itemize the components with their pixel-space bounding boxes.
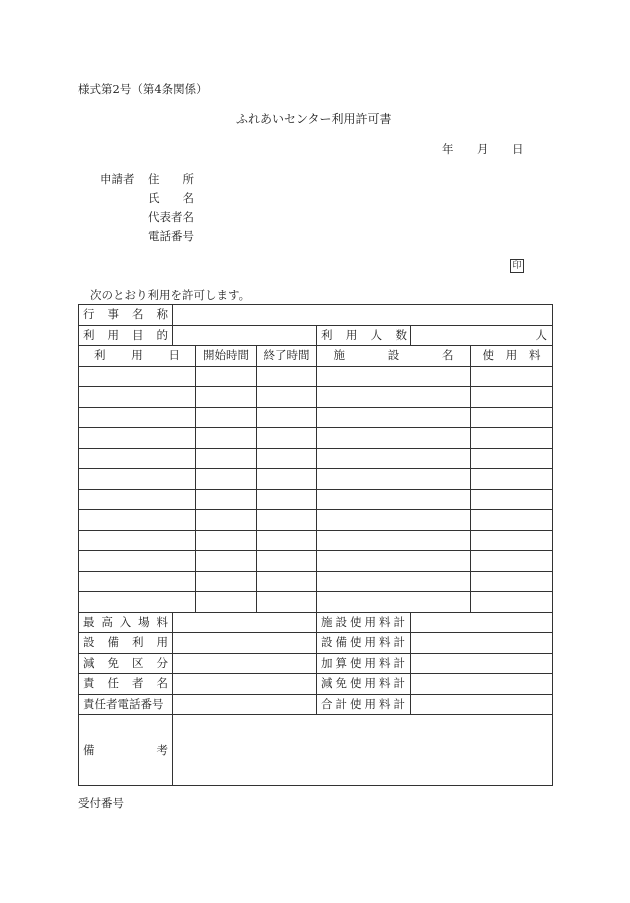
label-char: 施: [321, 614, 333, 629]
facility-name-cell[interactable]: [317, 428, 471, 449]
label-char: 減: [321, 676, 333, 691]
name-label: 氏 名: [148, 191, 194, 205]
max-admission-fee-value[interactable]: [173, 612, 317, 633]
usage-date-cell[interactable]: [79, 366, 196, 387]
label-char: 合: [321, 696, 333, 711]
label-char: 備: [83, 742, 95, 757]
label-char: 利: [321, 327, 333, 342]
equipment-use-value[interactable]: [173, 633, 317, 654]
label-char: 分: [156, 655, 168, 670]
label-char: 用: [505, 348, 518, 363]
usage-fee-cell[interactable]: [471, 469, 553, 490]
schedule-row: [79, 571, 553, 592]
end-time-cell[interactable]: [257, 571, 317, 592]
label-char: 備: [107, 635, 119, 650]
label-char: 使: [350, 696, 362, 711]
end-time-cell[interactable]: [257, 428, 317, 449]
label-char: 料: [379, 655, 391, 670]
summary-row: [79, 653, 553, 674]
label-char: 用: [131, 348, 143, 363]
label-char: 入: [119, 614, 132, 629]
purpose-value[interactable]: [173, 325, 317, 346]
label-char: 称: [156, 307, 168, 322]
form-number: 様式第2号（第4条関係）: [78, 82, 208, 96]
label-char: 的: [156, 327, 168, 342]
event-name-value[interactable]: [173, 305, 553, 326]
start-time-cell[interactable]: [196, 407, 257, 428]
label-char: 料: [379, 676, 391, 691]
label-char: 料: [379, 635, 391, 650]
end-time-cell[interactable]: [257, 592, 317, 613]
representative-label: 代表者名: [148, 210, 194, 224]
usage-fee-cell[interactable]: [471, 407, 553, 428]
label-char: 使: [350, 655, 362, 670]
header-end-time: 終了時間: [257, 346, 317, 367]
schedule-row: [79, 530, 553, 551]
label-char: 数: [395, 327, 407, 342]
usage-fee-cell[interactable]: [471, 510, 553, 531]
schedule-row: [79, 469, 553, 490]
facility-name-cell[interactable]: [317, 571, 471, 592]
label-char: 使: [350, 676, 362, 691]
usage-date-cell[interactable]: [79, 489, 196, 510]
surcharge-fee-total-label: [317, 653, 411, 674]
usage-fee-cell[interactable]: [471, 428, 553, 449]
label-char: 使: [482, 348, 495, 363]
remarks-label: [79, 715, 173, 786]
label-char: 用: [107, 327, 119, 342]
label-char: 用: [364, 655, 376, 670]
receipt-number-label: 受付番号: [78, 796, 124, 810]
usage-date-cell[interactable]: [79, 510, 196, 531]
label-char: 区: [132, 655, 144, 670]
label-char: 使: [350, 635, 362, 650]
start-time-cell[interactable]: [196, 592, 257, 613]
label-char: 名: [156, 676, 168, 691]
label-char: 計: [335, 696, 347, 711]
header-usage-date: [79, 346, 196, 367]
facility-name-cell[interactable]: [317, 366, 471, 387]
responsible-person-value[interactable]: [173, 674, 317, 695]
label-char: 用: [156, 635, 168, 650]
facility-name-cell[interactable]: [317, 530, 471, 551]
end-time-cell[interactable]: [257, 489, 317, 510]
end-time-cell[interactable]: [257, 510, 317, 531]
label-char: 設: [321, 635, 333, 650]
label-char: 用: [364, 676, 376, 691]
start-time-cell[interactable]: [196, 551, 257, 572]
purpose-label: [79, 325, 173, 346]
label-char: 名: [442, 348, 454, 363]
responsible-phone-label: [79, 694, 173, 715]
exemption-category-label: [79, 653, 173, 674]
schedule-row: [79, 366, 553, 387]
applicant-label: 申請者: [100, 172, 135, 186]
usage-fee-cell[interactable]: [471, 366, 553, 387]
label-char: 設: [83, 635, 95, 650]
date-day-label: 日: [512, 142, 524, 156]
usage-fee-cell[interactable]: [471, 489, 553, 510]
max-admission-fee-label: [79, 612, 173, 633]
label-char: 名: [132, 307, 144, 322]
label-char: 計: [393, 696, 405, 711]
label-char: 料: [529, 348, 541, 363]
schedule-row: [79, 407, 553, 428]
label-char: 利: [83, 327, 95, 342]
header-row: [79, 346, 553, 367]
usage-fee-cell[interactable]: [471, 530, 553, 551]
event-name-label: [79, 305, 173, 326]
event-name-row: [79, 305, 553, 326]
remarks-value[interactable]: [173, 715, 553, 786]
facility-name-cell[interactable]: [317, 407, 471, 428]
end-time-cell[interactable]: [257, 387, 317, 408]
schedule-row: [79, 592, 553, 613]
start-time-cell[interactable]: [196, 428, 257, 449]
usage-fee-cell[interactable]: [471, 571, 553, 592]
equipment-fee-total-value[interactable]: [411, 633, 553, 654]
grand-total-fee-value[interactable]: [411, 694, 553, 715]
start-time-cell[interactable]: [196, 366, 257, 387]
equipment-use-label: [79, 633, 173, 654]
start-time-cell[interactable]: [196, 510, 257, 531]
schedule-row: [79, 489, 553, 510]
facility-name-cell[interactable]: [317, 448, 471, 469]
label-char: 免: [335, 676, 347, 691]
summary-row: [79, 612, 553, 633]
attendees-label: [317, 325, 411, 346]
start-time-cell[interactable]: [196, 387, 257, 408]
facility-name-cell[interactable]: [317, 469, 471, 490]
exemption-fee-total-label: [317, 674, 411, 695]
label-char: 用: [364, 635, 376, 650]
usage-date-cell[interactable]: [79, 407, 196, 428]
attendees-unit: 人: [535, 327, 548, 342]
label-char: 利: [132, 635, 144, 650]
label-char: 算: [335, 655, 347, 670]
date-month-label: 月: [477, 142, 489, 156]
usage-date-cell[interactable]: [79, 571, 196, 592]
start-time-cell[interactable]: [196, 469, 257, 490]
remarks-row: [79, 715, 553, 786]
label-char: 者: [132, 676, 144, 691]
usage-date-cell[interactable]: [79, 387, 196, 408]
header-start-time: 開始時間: [196, 346, 257, 367]
schedule-row: [79, 510, 553, 531]
usage-date-cell[interactable]: [79, 469, 196, 490]
label-char: 使: [350, 614, 362, 629]
end-time-cell[interactable]: [257, 469, 317, 490]
facility-fee-total-value[interactable]: [411, 612, 553, 633]
responsible-person-label: [79, 674, 173, 695]
label-char: 責: [83, 676, 95, 691]
responsible-phone-value[interactable]: [173, 694, 317, 715]
start-time-cell[interactable]: [196, 448, 257, 469]
label-char: 計: [393, 676, 405, 691]
label-char: 用: [345, 327, 358, 342]
label-char: 免: [107, 655, 119, 670]
permit-table: [78, 304, 553, 786]
usage-fee-cell[interactable]: [471, 592, 553, 613]
usage-date-cell[interactable]: [79, 448, 196, 469]
start-time-cell[interactable]: [196, 571, 257, 592]
label-char: 料: [379, 696, 391, 711]
label-char: 料: [156, 614, 168, 629]
label-char: 加: [321, 655, 333, 670]
usage-date-cell[interactable]: [79, 592, 196, 613]
label-char: 設: [387, 348, 400, 363]
document-title: ふれあいセンター利用許可書: [236, 112, 392, 126]
label-char: 計: [393, 635, 405, 650]
schedule-row: [79, 387, 553, 408]
label-char: 任: [107, 676, 119, 691]
summary-row: [79, 694, 553, 715]
exemption-category-value[interactable]: [173, 653, 317, 674]
facility-name-cell[interactable]: [317, 489, 471, 510]
header-usage-fee: [471, 346, 553, 367]
schedule-row: [79, 428, 553, 449]
usage-fee-cell[interactable]: [471, 448, 553, 469]
usage-date-cell[interactable]: [79, 428, 196, 449]
exemption-fee-total-value[interactable]: [411, 674, 553, 695]
label-char: 設: [335, 614, 347, 629]
label-char: 責任者電話番号: [83, 696, 164, 711]
attendees-value[interactable]: [411, 325, 553, 346]
label-char: 計: [393, 614, 405, 629]
facility-name-cell[interactable]: [317, 592, 471, 613]
equipment-fee-total-label: [317, 633, 411, 654]
schedule-row: [79, 551, 553, 572]
phone-label: 電話番号: [148, 229, 194, 243]
purpose-row: [79, 325, 553, 346]
label-char: 用: [364, 614, 376, 629]
label-char: 減: [83, 655, 95, 670]
address-label: 住 所: [148, 172, 194, 186]
label-char: 料: [379, 614, 391, 629]
label-char: 計: [393, 655, 405, 670]
seal-text: 印: [510, 259, 524, 273]
label-char: 行: [83, 307, 95, 322]
label-char: 最: [83, 614, 95, 629]
label-char: 備: [335, 635, 347, 650]
seal-mark: [510, 257, 524, 273]
end-time-cell[interactable]: [257, 551, 317, 572]
header-facility-name: [317, 346, 471, 367]
facility-name-cell[interactable]: [317, 551, 471, 572]
end-time-cell[interactable]: [257, 448, 317, 469]
facility-name-cell[interactable]: [317, 510, 471, 531]
facility-fee-total-label: [317, 612, 411, 633]
usage-fee-cell[interactable]: [471, 551, 553, 572]
start-time-cell[interactable]: [196, 489, 257, 510]
facility-name-cell[interactable]: [317, 387, 471, 408]
surcharge-fee-total-value[interactable]: [411, 653, 553, 674]
usage-date-cell[interactable]: [79, 551, 196, 572]
summary-row: [79, 674, 553, 695]
usage-fee-cell[interactable]: [471, 387, 553, 408]
label-char: 事: [107, 307, 119, 322]
label-char: 利: [94, 348, 106, 363]
label-char: 施: [333, 348, 345, 363]
summary-row: [79, 633, 553, 654]
label-char: 用: [364, 696, 376, 711]
label-char: 人: [370, 327, 383, 342]
label-char: 高: [101, 614, 113, 629]
schedule-row: [79, 448, 553, 469]
start-time-cell[interactable]: [196, 530, 257, 551]
usage-date-cell[interactable]: [79, 530, 196, 551]
end-time-cell[interactable]: [257, 407, 317, 428]
label-char: 考: [156, 742, 168, 757]
intro-text: 次のとおり利用を許可します。: [90, 288, 251, 302]
end-time-cell[interactable]: [257, 366, 317, 387]
label-char: 日: [168, 348, 180, 363]
date-year-label: 年: [442, 142, 454, 156]
label-char: 目: [132, 327, 144, 342]
label-char: 場: [138, 614, 150, 629]
grand-total-fee-label: [317, 694, 411, 715]
end-time-cell[interactable]: [257, 530, 317, 551]
